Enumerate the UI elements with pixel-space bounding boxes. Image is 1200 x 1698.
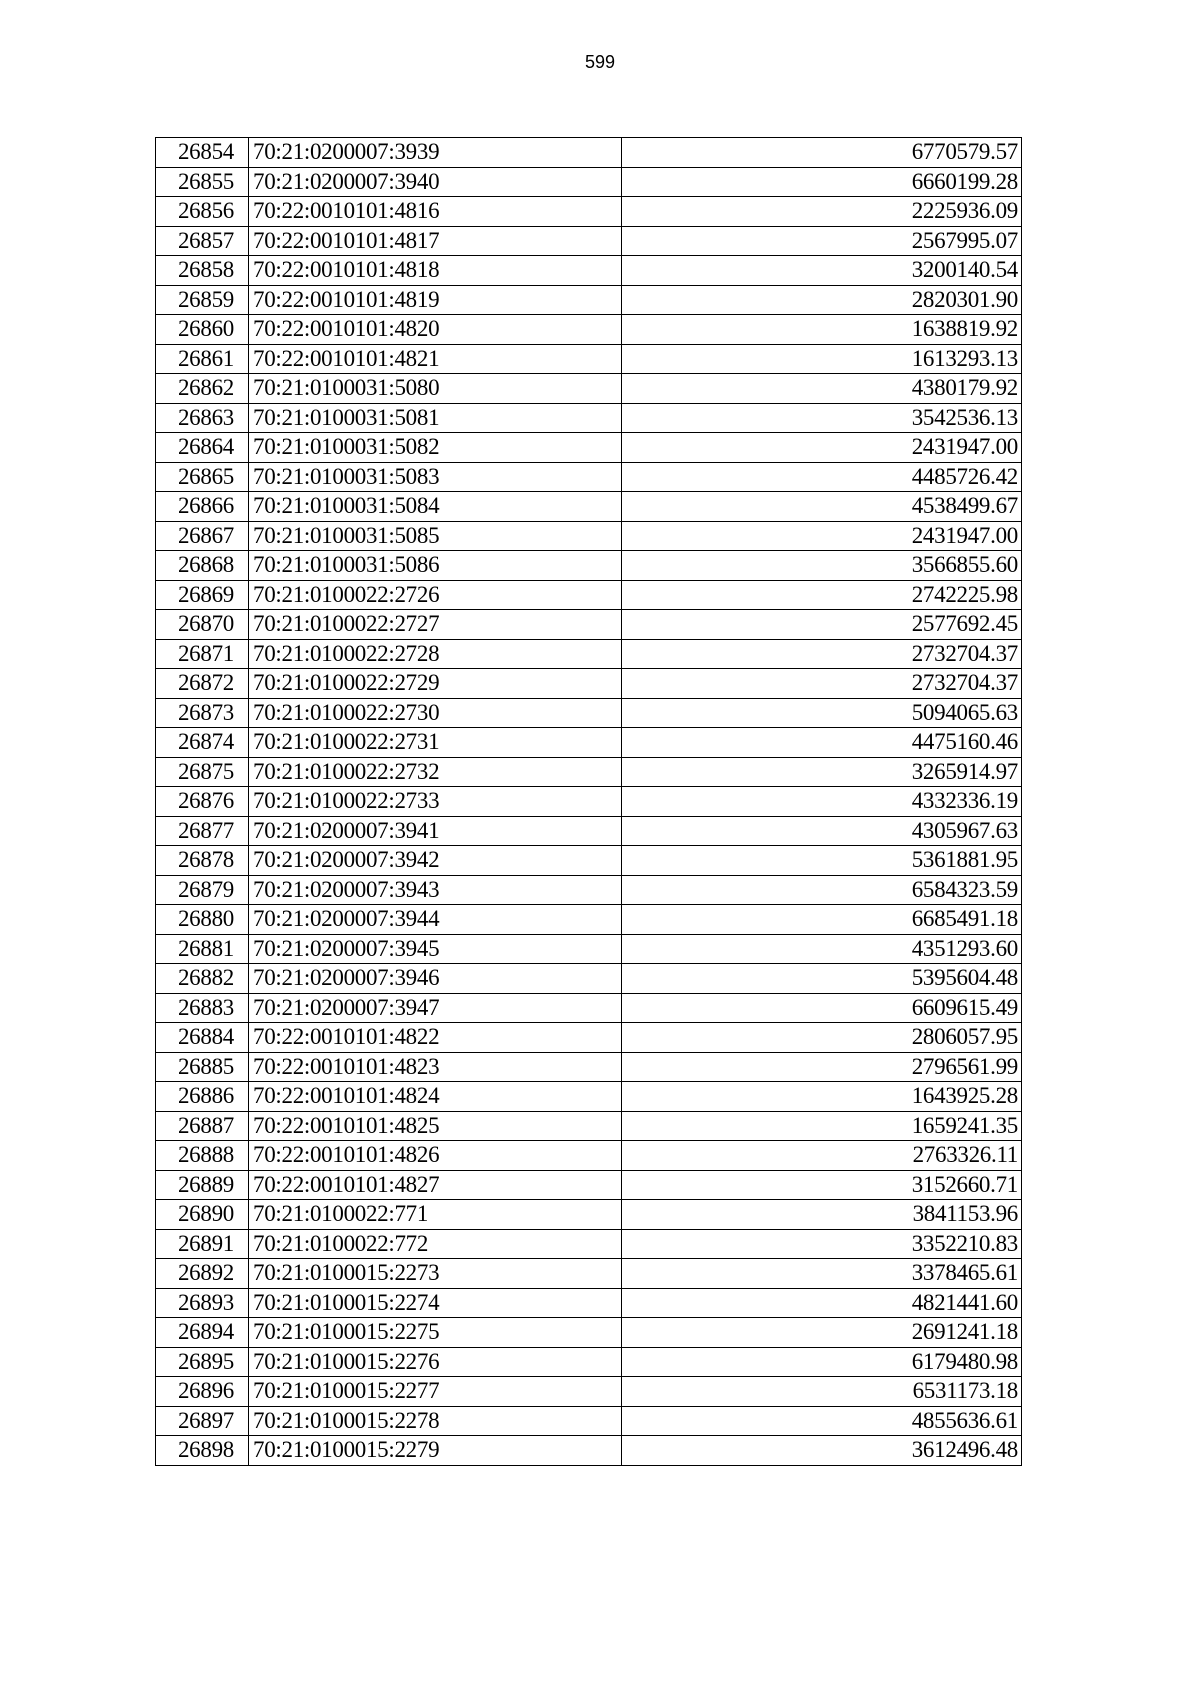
table-row bbox=[156, 698, 1022, 728]
table-row bbox=[156, 433, 1022, 463]
cadastral-number-cell: 70:21:0100022:2729 bbox=[249, 669, 622, 699]
row-number-cell: 26896 bbox=[156, 1377, 249, 1407]
row-number-cell: 26869 bbox=[156, 580, 249, 610]
cadastral-number-cell: 70:21:0100031:5084 bbox=[249, 492, 622, 522]
cadastral-value-cell: 6770579.57 bbox=[622, 138, 1022, 168]
cadastral-number-cell: 70:21:0100031:5082 bbox=[249, 433, 622, 463]
page-number: 599 bbox=[584, 52, 616, 72]
table-row bbox=[156, 993, 1022, 1023]
table-row bbox=[156, 521, 1022, 551]
cadastral-value-cell: 6685491.18 bbox=[622, 905, 1022, 935]
row-number-cell: 26870 bbox=[156, 610, 249, 640]
cadastral-value-cell: 2431947.00 bbox=[622, 433, 1022, 463]
row-number-cell: 26888 bbox=[156, 1141, 249, 1171]
row-number-cell: 26875 bbox=[156, 757, 249, 787]
row-number-cell: 26891 bbox=[156, 1229, 249, 1259]
row-number-cell: 26859 bbox=[156, 285, 249, 315]
table-row bbox=[156, 285, 1022, 315]
row-number-cell: 26864 bbox=[156, 433, 249, 463]
cadastral-number-cell: 70:21:0100031:5083 bbox=[249, 462, 622, 492]
table-row bbox=[156, 1200, 1022, 1230]
row-number-cell: 26877 bbox=[156, 816, 249, 846]
row-number-cell: 26893 bbox=[156, 1288, 249, 1318]
table-row bbox=[156, 138, 1022, 168]
row-number-cell: 26885 bbox=[156, 1052, 249, 1082]
cadastral-number-cell: 70:22:0010101:4816 bbox=[249, 197, 622, 227]
table-row bbox=[156, 639, 1022, 669]
row-number-cell: 26857 bbox=[156, 226, 249, 256]
cadastral-number-cell: 70:22:0010101:4821 bbox=[249, 344, 622, 374]
cadastral-value-cell: 4855636.61 bbox=[622, 1406, 1022, 1436]
row-number-cell: 26882 bbox=[156, 964, 249, 994]
cadastral-value-cell: 5361881.95 bbox=[622, 846, 1022, 876]
cadastral-value-cell: 4380179.92 bbox=[622, 374, 1022, 404]
cadastral-number-cell: 70:21:0100031:5081 bbox=[249, 403, 622, 433]
table-row bbox=[156, 728, 1022, 758]
cadastral-value-cell: 4821441.60 bbox=[622, 1288, 1022, 1318]
cadastral-number-cell: 70:21:0200007:3947 bbox=[249, 993, 622, 1023]
cadastral-value-cell: 2225936.09 bbox=[622, 197, 1022, 227]
row-number-cell: 26858 bbox=[156, 256, 249, 286]
cadastral-number-cell: 70:22:0010101:4820 bbox=[249, 315, 622, 345]
cadastral-value-cell: 6584323.59 bbox=[622, 875, 1022, 905]
row-number-cell: 26872 bbox=[156, 669, 249, 699]
row-number-cell: 26861 bbox=[156, 344, 249, 374]
cadastral-value-cell: 3566855.60 bbox=[622, 551, 1022, 581]
row-number-cell: 26880 bbox=[156, 905, 249, 935]
cadastral-number-cell: 70:21:0100022:2731 bbox=[249, 728, 622, 758]
table-row bbox=[156, 1170, 1022, 1200]
cadastral-number-cell: 70:22:0010101:4827 bbox=[249, 1170, 622, 1200]
row-number-cell: 26884 bbox=[156, 1023, 249, 1053]
cadastral-value-cell: 2742225.98 bbox=[622, 580, 1022, 610]
table-row bbox=[156, 964, 1022, 994]
cadastral-value-cell: 6531173.18 bbox=[622, 1377, 1022, 1407]
row-number-cell: 26881 bbox=[156, 934, 249, 964]
cadastral-number-cell: 70:21:0100022:2726 bbox=[249, 580, 622, 610]
cadastral-value-cell: 6609615.49 bbox=[622, 993, 1022, 1023]
cadastral-number-cell: 70:21:0200007:3939 bbox=[249, 138, 622, 168]
row-number-cell: 26894 bbox=[156, 1318, 249, 1348]
cadastral-value-cell: 2567995.07 bbox=[622, 226, 1022, 256]
table-row bbox=[156, 1023, 1022, 1053]
table-row bbox=[156, 167, 1022, 197]
table-row bbox=[156, 344, 1022, 374]
cadastral-number-cell: 70:21:0100022:771 bbox=[249, 1200, 622, 1230]
cadastral-value-cell: 1659241.35 bbox=[622, 1111, 1022, 1141]
row-number-cell: 26868 bbox=[156, 551, 249, 581]
table-row bbox=[156, 462, 1022, 492]
table-row bbox=[156, 1347, 1022, 1377]
cadastral-value-cell: 4485726.42 bbox=[622, 462, 1022, 492]
table-body bbox=[156, 138, 1022, 1466]
row-number-cell: 26871 bbox=[156, 639, 249, 669]
cadastral-number-cell: 70:22:0010101:4822 bbox=[249, 1023, 622, 1053]
table-row bbox=[156, 1141, 1022, 1171]
table-row bbox=[156, 226, 1022, 256]
row-number-cell: 26866 bbox=[156, 492, 249, 522]
table-row bbox=[156, 846, 1022, 876]
table-row bbox=[156, 197, 1022, 227]
table-row bbox=[156, 492, 1022, 522]
row-number-cell: 26855 bbox=[156, 167, 249, 197]
cadastral-value-cell: 4351293.60 bbox=[622, 934, 1022, 964]
row-number-cell: 26856 bbox=[156, 197, 249, 227]
cadastral-value-cell: 3612496.48 bbox=[622, 1436, 1022, 1466]
table-row bbox=[156, 315, 1022, 345]
table-row bbox=[156, 551, 1022, 581]
row-number-cell: 26854 bbox=[156, 138, 249, 168]
row-number-cell: 26895 bbox=[156, 1347, 249, 1377]
cadastral-number-cell: 70:22:0010101:4824 bbox=[249, 1082, 622, 1112]
cadastral-value-cell: 2763326.11 bbox=[622, 1141, 1022, 1171]
cadastral-number-cell: 70:22:0010101:4825 bbox=[249, 1111, 622, 1141]
cadastral-value-cell: 4305967.63 bbox=[622, 816, 1022, 846]
table-row bbox=[156, 669, 1022, 699]
cadastral-number-cell: 70:21:0100015:2278 bbox=[249, 1406, 622, 1436]
cadastral-number-cell: 70:21:0100031:5085 bbox=[249, 521, 622, 551]
table-row bbox=[156, 1111, 1022, 1141]
cadastral-value-table bbox=[155, 137, 1022, 1466]
table-row bbox=[156, 1082, 1022, 1112]
cadastral-number-cell: 70:21:0100015:2279 bbox=[249, 1436, 622, 1466]
cadastral-value-cell: 2431947.00 bbox=[622, 521, 1022, 551]
row-number-cell: 26878 bbox=[156, 846, 249, 876]
cadastral-number-cell: 70:21:0100015:2276 bbox=[249, 1347, 622, 1377]
table-row bbox=[156, 816, 1022, 846]
table-row bbox=[156, 1377, 1022, 1407]
cadastral-number-cell: 70:21:0100015:2273 bbox=[249, 1259, 622, 1289]
cadastral-number-cell: 70:21:0100022:2728 bbox=[249, 639, 622, 669]
row-number-cell: 26887 bbox=[156, 1111, 249, 1141]
cadastral-value-cell: 3152660.71 bbox=[622, 1170, 1022, 1200]
cadastral-value-cell: 3265914.97 bbox=[622, 757, 1022, 787]
row-number-cell: 26883 bbox=[156, 993, 249, 1023]
cadastral-value-cell: 3542536.13 bbox=[622, 403, 1022, 433]
cadastral-value-cell: 3200140.54 bbox=[622, 256, 1022, 286]
cadastral-number-cell: 70:21:0100031:5086 bbox=[249, 551, 622, 581]
cadastral-value-cell: 6179480.98 bbox=[622, 1347, 1022, 1377]
cadastral-number-cell: 70:22:0010101:4818 bbox=[249, 256, 622, 286]
cadastral-number-cell: 70:21:0200007:3942 bbox=[249, 846, 622, 876]
row-number-cell: 26863 bbox=[156, 403, 249, 433]
row-number-cell: 26897 bbox=[156, 1406, 249, 1436]
cadastral-value-cell: 5094065.63 bbox=[622, 698, 1022, 728]
cadastral-value-cell: 2806057.95 bbox=[622, 1023, 1022, 1053]
cadastral-number-cell: 70:21:0100015:2277 bbox=[249, 1377, 622, 1407]
cadastral-number-cell: 70:21:0100022:2733 bbox=[249, 787, 622, 817]
cadastral-number-cell: 70:21:0200007:3945 bbox=[249, 934, 622, 964]
table-row bbox=[156, 1436, 1022, 1466]
row-number-cell: 26892 bbox=[156, 1259, 249, 1289]
cadastral-value-cell: 1613293.13 bbox=[622, 344, 1022, 374]
cadastral-value-cell: 3378465.61 bbox=[622, 1259, 1022, 1289]
table-row bbox=[156, 757, 1022, 787]
table-row bbox=[156, 787, 1022, 817]
row-number-cell: 26890 bbox=[156, 1200, 249, 1230]
cadastral-value-cell: 4475160.46 bbox=[622, 728, 1022, 758]
row-number-cell: 26886 bbox=[156, 1082, 249, 1112]
row-number-cell: 26867 bbox=[156, 521, 249, 551]
cadastral-number-cell: 70:21:0100022:2730 bbox=[249, 698, 622, 728]
row-number-cell: 26898 bbox=[156, 1436, 249, 1466]
table-row bbox=[156, 905, 1022, 935]
table-row bbox=[156, 580, 1022, 610]
cadastral-value-cell: 2732704.37 bbox=[622, 669, 1022, 699]
table-row bbox=[156, 1406, 1022, 1436]
cadastral-number-cell: 70:21:0200007:3941 bbox=[249, 816, 622, 846]
cadastral-number-cell: 70:21:0100022:2727 bbox=[249, 610, 622, 640]
cadastral-value-cell: 2796561.99 bbox=[622, 1052, 1022, 1082]
table-row bbox=[156, 1052, 1022, 1082]
table-row bbox=[156, 1318, 1022, 1348]
row-number-cell: 26889 bbox=[156, 1170, 249, 1200]
table-row bbox=[156, 1229, 1022, 1259]
table-row bbox=[156, 1259, 1022, 1289]
cadastral-value-cell: 3841153.96 bbox=[622, 1200, 1022, 1230]
cadastral-value-cell: 3352210.83 bbox=[622, 1229, 1022, 1259]
cadastral-value-cell: 2691241.18 bbox=[622, 1318, 1022, 1348]
cadastral-number-cell: 70:21:0100015:2275 bbox=[249, 1318, 622, 1348]
cadastral-value-cell: 2820301.90 bbox=[622, 285, 1022, 315]
cadastral-number-cell: 70:21:0100022:772 bbox=[249, 1229, 622, 1259]
cadastral-number-cell: 70:22:0010101:4826 bbox=[249, 1141, 622, 1171]
row-number-cell: 26862 bbox=[156, 374, 249, 404]
row-number-cell: 26879 bbox=[156, 875, 249, 905]
cadastral-value-cell: 1638819.92 bbox=[622, 315, 1022, 345]
row-number-cell: 26860 bbox=[156, 315, 249, 345]
table-row bbox=[156, 875, 1022, 905]
row-number-cell: 26876 bbox=[156, 787, 249, 817]
cadastral-value-cell: 4538499.67 bbox=[622, 492, 1022, 522]
cadastral-value-cell: 4332336.19 bbox=[622, 787, 1022, 817]
cadastral-value-cell: 2732704.37 bbox=[622, 639, 1022, 669]
table-row bbox=[156, 403, 1022, 433]
table-row bbox=[156, 934, 1022, 964]
row-number-cell: 26874 bbox=[156, 728, 249, 758]
table-row bbox=[156, 1288, 1022, 1318]
cadastral-number-cell: 70:22:0010101:4817 bbox=[249, 226, 622, 256]
cadastral-value-cell: 1643925.28 bbox=[622, 1082, 1022, 1112]
row-number-cell: 26865 bbox=[156, 462, 249, 492]
cadastral-number-cell: 70:21:0200007:3946 bbox=[249, 964, 622, 994]
cadastral-number-cell: 70:22:0010101:4823 bbox=[249, 1052, 622, 1082]
cadastral-number-cell: 70:21:0100015:2274 bbox=[249, 1288, 622, 1318]
cadastral-number-cell: 70:22:0010101:4819 bbox=[249, 285, 622, 315]
cadastral-number-cell: 70:21:0100022:2732 bbox=[249, 757, 622, 787]
cadastral-value-cell: 2577692.45 bbox=[622, 610, 1022, 640]
cadastral-number-cell: 70:21:0200007:3940 bbox=[249, 167, 622, 197]
table-row bbox=[156, 610, 1022, 640]
cadastral-value-cell: 5395604.48 bbox=[622, 964, 1022, 994]
table-row bbox=[156, 256, 1022, 286]
cadastral-number-cell: 70:21:0200007:3943 bbox=[249, 875, 622, 905]
cadastral-number-cell: 70:21:0200007:3944 bbox=[249, 905, 622, 935]
row-number-cell: 26873 bbox=[156, 698, 249, 728]
table-row bbox=[156, 374, 1022, 404]
cadastral-number-cell: 70:21:0100031:5080 bbox=[249, 374, 622, 404]
cadastral-value-cell: 6660199.28 bbox=[622, 167, 1022, 197]
